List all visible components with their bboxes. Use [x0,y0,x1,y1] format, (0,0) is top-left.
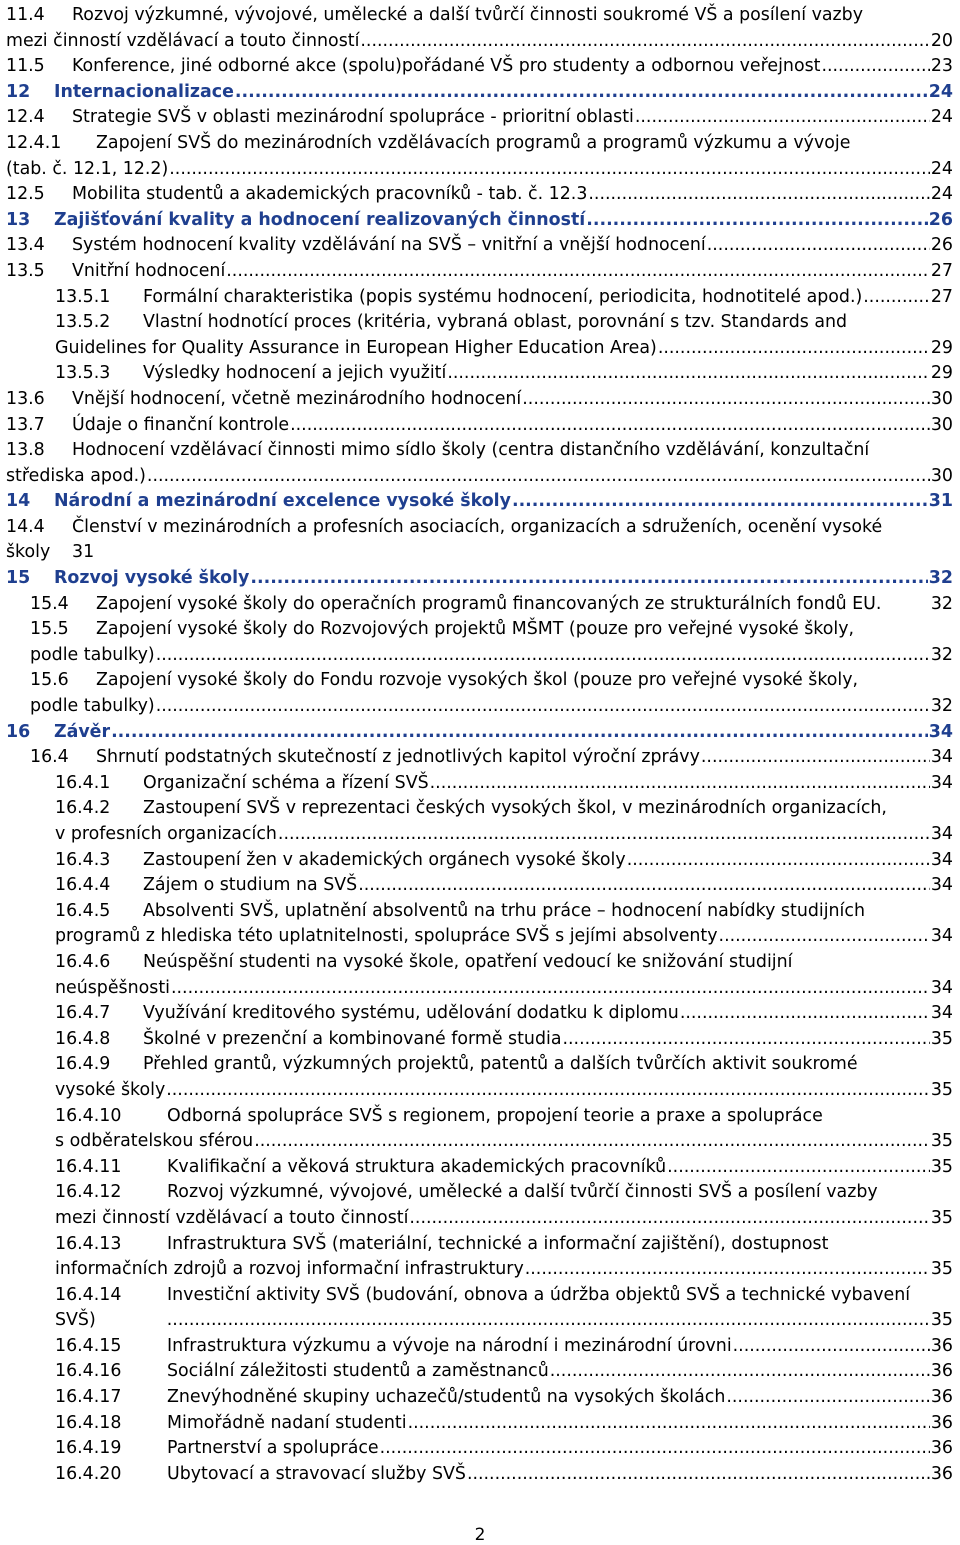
toc-title-continuation: v profesních organizacích [55,824,277,844]
toc-leader [667,1155,930,1181]
toc-number: 13.8 [6,440,45,461]
toc-title-continuation: neúspěšnosti [55,977,170,998]
toc-title: Výsledky hodnocení a jejich využití [143,363,447,384]
toc-leader [358,873,930,899]
toc-entry[interactable] [0,1283,960,1334]
toc-title: Zájem o studium na SVŠ [143,875,358,896]
toc-leader [380,1436,930,1462]
toc-page: 36 [930,1438,953,1459]
toc-leader [254,1129,930,1155]
toc-title-continuation: mezi činností vzdělávací a touto činností [55,1207,409,1228]
toc-leader [586,208,928,234]
toc-title: Vnější hodnocení, včetně mezinárodního hodnocení [72,388,522,409]
toc-page: 23 [930,56,953,77]
toc-page: 20 [930,30,953,51]
toc-leader [550,1359,930,1385]
toc-title: Přehled grantů, výzkumných projektů, patentů a dalších tvůrčích aktivit soukromé [143,1054,858,1075]
toc-number: 15 [6,568,31,589]
toc-title: Znevýhodněné skupiny uchazečů/studentů na vysokých školách [167,1387,726,1408]
toc-title: Závěr [54,721,111,742]
toc-leader [226,259,930,285]
toc-page: 35 [930,1156,953,1177]
toc-entry[interactable] [0,387,960,413]
toc-title: Rozvoj výzkumné, vývojové, umělecké a další tvůrčí činnosti SVŠ a posílení vazby [167,1182,878,1203]
toc-page: 24 [930,158,953,179]
toc-page: 32 [930,696,953,717]
toc-page: 32 [930,593,953,614]
toc-number: 16.4.18 [55,1412,122,1433]
toc-leader [290,413,930,439]
toc-title: Partnerství a spolupráce [167,1438,379,1459]
toc-entry[interactable] [0,1232,960,1283]
toc-entry[interactable] [0,899,960,950]
toc-entry[interactable] [0,1462,960,1488]
toc-page: 36 [930,1361,953,1382]
toc-entry[interactable] [0,1436,960,1462]
toc-number: 14 [6,491,31,512]
toc-page: 26 [930,235,953,256]
toc-entry[interactable] [0,617,960,668]
toc-number: 12.5 [6,184,45,205]
toc-leader [658,336,930,362]
toc-number: 11.5 [6,56,45,77]
toc-number: 16.4.7 [55,1003,111,1024]
toc-entry[interactable] [0,1359,960,1385]
toc-title-continuation: vysoké školy [55,1079,166,1100]
toc-title: Zastoupení žen v akademických orgánech vysoké školy [143,849,626,870]
toc-page: 27 [930,286,953,307]
toc-page: 29 [930,363,953,384]
toc-entry[interactable] [0,873,960,899]
toc-leader [821,54,929,80]
page-number: 2 [474,1525,486,1545]
toc-title: Zapojení vysoké školy do Rozvojových projektů MŠMT (pouze pro veřejné vysoké školy, [96,619,855,640]
toc-number: 16.4.13 [55,1233,122,1254]
toc-title-continuation: Guidelines for Quality Assurance in European Higher Education Area) [55,337,657,358]
toc-number: 16.4.9 [55,1054,111,1075]
toc-title: Zapojení vysoké školy do operačních programů financovaných ze strukturálních fondů EU. [96,593,882,614]
toc-page: 30 [930,414,953,435]
toc-title-continuation: SVŠ) [55,1310,96,1331]
toc-entry[interactable] [0,1052,960,1103]
toc-entry[interactable] [0,233,960,259]
toc-title: Ubytovací a stravovací služby SVŠ [167,1463,466,1484]
toc-number: 14.4 [6,516,45,537]
toc-leader [635,105,930,131]
toc-page: 24 [930,184,953,205]
toc-title: Shrnutí podstatných skutečností z jednotlivých kapitol výroční zprávy [96,747,700,768]
toc-number: 16.4.15 [55,1335,122,1356]
toc-leader [167,1308,930,1334]
toc-page: 34 [930,977,953,998]
toc-page: 35 [930,1131,953,1152]
toc-number: 16.4.19 [55,1438,122,1459]
toc-title: Internacionalizace [54,81,234,102]
toc-title: Rozvoj výzkumné, vývojové, umělecké a další tvůrčí činnosti soukromé VŠ a posílení vazby [72,5,863,25]
toc-entry[interactable] [0,131,960,182]
toc-page: 30 [930,388,953,409]
toc-number: 15.5 [30,619,69,640]
toc-page: 32 [928,568,953,589]
toc-leader [360,29,929,55]
toc-entry[interactable] [0,438,960,489]
toc-number: 16.4.4 [55,875,111,896]
toc-title: Neúspěšní studenti na vysoké škole, opatření vedoucí ke snižování studijní [143,951,793,972]
toc-chapter-entry[interactable] [0,489,960,515]
toc-number: 13.5.3 [55,363,111,384]
toc-title: Organizační schéma a řízení SVŠ [143,772,429,793]
toc-title-continuation: programů z hlediska této uplatnitelnosti, spolupráce SVŠ s jejími absolventy [55,926,718,947]
toc-entry[interactable] [0,3,960,54]
toc-entry[interactable] [0,310,960,361]
toc-number: 13.6 [6,388,45,409]
toc-title: Zapojení vysoké školy do Fondu rozvoje vysokých škol (pouze pro veřejné vysoké školy, [96,670,859,691]
toc-chapter-entry[interactable] [0,80,960,106]
toc-leader [680,1001,930,1027]
toc-title: Školné v prezenční a kombinované formě studia [143,1028,562,1049]
toc-title: Mobilita studentů a akademických pracovníků - tab. č. 12.3 [72,184,588,205]
toc-page: 29 [930,337,953,358]
toc-title-continuation: podle tabulky) [30,696,155,717]
toc-leader [147,464,930,490]
toc-entry[interactable] [0,1027,960,1053]
toc-page: 34 [930,824,953,844]
toc-page: 24 [928,81,953,102]
toc-title: Hodnocení vzdělávací činnosti mimo sídlo školy (centra distančního vzdělávání, konzultační [72,440,870,461]
toc-leader [156,643,930,669]
toc-entry[interactable] [0,592,960,618]
toc-title-continuation: střediska apod.) [6,465,146,486]
toc-title: Infrastruktura SVŠ (materiální, technické a informační zajištění), dostupnost [167,1233,829,1254]
toc-entry[interactable] [0,848,960,874]
toc-title-continuation: školy [6,542,51,563]
toc-page: 30 [930,465,953,486]
toc-title-continuation: (tab. č. 12.1, 12.2) [6,158,169,179]
toc-chapter-entry[interactable] [0,566,960,592]
toc-title: Zastoupení SVŠ v reprezentaci českých vysokých škol, v mezinárodních organizacích, [143,798,887,819]
toc-title: Rozvoj vysoké školy [54,568,250,589]
toc-leader [707,233,930,259]
toc-page: 36 [930,1387,953,1408]
toc-entry[interactable] [0,771,960,797]
toc-page: 32 [930,644,953,665]
toc-title: Národní a mezinárodní excelence vysoké školy [54,491,511,512]
toc-title: Sociální záležitosti studentů a zaměstnanců [167,1361,549,1382]
toc-page: 36 [930,1463,953,1484]
toc-title: Odborná spolupráce SVŠ s regionem, propojení teorie a praxe a spolupráce [167,1105,823,1126]
toc-title: Mimořádně nadaní studenti [167,1412,407,1433]
toc-title-continuation: mezi činností vzdělávací a touto činností [6,30,360,51]
toc-title: Formální charakteristika (popis systému hodnocení, periodicita, hodnotitelé apod.) [143,286,863,307]
toc-page: 26 [928,209,953,230]
toc-entry[interactable] [0,745,960,771]
toc-leader [409,1206,929,1232]
toc-chapter-entry[interactable] [0,208,960,234]
toc-title-continuation: s odběratelskou sférou [55,1131,254,1152]
toc-entry[interactable] [0,1334,960,1360]
toc-page: 34 [930,747,953,768]
toc-leader [278,822,930,848]
toc-number: 16.4 [30,747,69,768]
toc-entry[interactable] [0,668,960,719]
toc-number: 13.5 [6,260,45,281]
toc-leader [166,1078,930,1104]
toc-entry[interactable] [0,796,960,847]
toc-page: 35 [930,1079,953,1100]
toc-leader [522,387,930,413]
toc-number: 16.4.12 [55,1182,122,1203]
toc-number: 16.4.5 [55,900,111,921]
toc-title: Vlastní hodnotící proces (kritéria, vybraná oblast, porovnání s tzv. Standards and [143,312,848,333]
toc-chapter-entry[interactable] [0,720,960,746]
toc-page: 36 [930,1335,953,1356]
toc-number: 13.4 [6,235,45,256]
toc-entry[interactable] [0,259,960,285]
toc-page: 34 [930,849,953,870]
toc-number: 16 [6,721,31,742]
toc-page: 31 [72,542,95,563]
toc-leader [250,566,927,592]
toc-title-continuation: informačních zdrojů a rozvoj informační infrastruktury [55,1259,524,1280]
toc-leader [156,694,930,720]
toc-page: 34 [930,772,953,793]
toc-entry[interactable] [0,1180,960,1231]
toc-leader [726,1385,930,1411]
toc-entry[interactable] [0,1104,960,1155]
toc-number: 16.4.17 [55,1387,122,1408]
toc-number: 16.4.3 [55,849,111,870]
toc-entry[interactable] [0,413,960,439]
toc-leader [525,1257,930,1283]
toc-page: 34 [930,875,953,896]
toc-entry[interactable] [0,515,960,566]
toc-number: 16.4.14 [55,1284,122,1305]
toc-page: 36 [930,1412,953,1433]
toc-title-continuation: podle tabulky) [30,644,155,665]
toc-number: 16.4.11 [55,1156,122,1177]
toc-page: 34 [928,721,953,742]
toc-title: Vnitřní hodnocení [72,260,226,281]
toc-title: Členství v mezinárodních a profesních asociacích, organizacích a sdruženích, ocenění vysoké [72,516,883,537]
toc-entry[interactable] [0,182,960,208]
toc-leader [408,1411,930,1437]
toc-title: Strategie SVŠ v oblasti mezinárodní spolupráce - prioritní oblasti [72,107,634,128]
toc-leader [430,771,930,797]
toc-title: Infrastruktura výzkumu a vývoje na národní i mezinárodní úrovni [167,1335,732,1356]
toc-leader [235,80,928,106]
toc-entry[interactable] [0,105,960,131]
toc-number: 16.4.1 [55,772,111,793]
toc-page: 35 [930,1207,953,1228]
toc-title: Systém hodnocení kvality vzdělávání na SVŠ – vnitřní a vnější hodnocení [72,235,706,256]
toc-page: 24 [930,107,953,128]
toc-number: 12 [6,81,31,102]
toc-page: 31 [928,491,953,512]
toc-entry[interactable] [0,1001,960,1027]
toc-title: Využívání kreditového systému, udělování dodatku k diplomu [143,1003,679,1024]
toc-title: Zapojení SVŠ do mezinárodních vzdělávacích programů a programů výzkumu a vývoje [96,132,851,153]
toc-page: 35 [930,1028,953,1049]
toc-entry[interactable] [0,1411,960,1437]
toc-number: 15.4 [30,593,69,614]
toc-entry[interactable] [0,285,960,311]
toc-leader [863,285,930,311]
toc-number: 16.4.16 [55,1361,122,1382]
toc-leader [733,1334,930,1360]
toc-number: 13 [6,209,31,230]
toc-number: 12.4.1 [6,132,62,153]
toc-leader [169,157,930,183]
toc-leader [562,1027,929,1053]
toc-leader [627,848,930,874]
toc-number: 16.4.10 [55,1105,122,1126]
toc-number: 16.4.6 [55,951,111,972]
toc-page: 35 [930,1310,953,1331]
toc-page: 27 [930,260,953,281]
toc-title: Zajišťování kvality a hodnocení realizovaných činností [54,209,586,230]
toc-leader [512,489,928,515]
toc-entry[interactable] [0,361,960,387]
toc-title: Konference, jiné odborné akce (spolu)pořádané VŠ pro studenty a odbornou veřejnost [72,56,821,77]
toc-leader [467,1462,930,1488]
toc-entry[interactable] [0,1155,960,1181]
toc-entry[interactable] [0,950,960,1001]
toc-number: 16.4.2 [55,798,111,819]
toc-entry[interactable] [0,1385,960,1411]
toc-number: 13.5.1 [55,286,111,307]
toc-number: 16.4.20 [55,1463,122,1484]
toc-number: 16.4.8 [55,1028,111,1049]
toc-page: 34 [930,926,953,947]
toc-number: 15.6 [30,670,69,691]
toc-number: 11.4 [6,5,45,25]
toc-leader [447,361,930,387]
toc-leader [719,924,930,950]
toc-title: Absolventi SVŠ, uplatnění absolventů na trhu práce – hodnocení nabídky studijních [143,900,865,921]
toc-leader [701,745,930,771]
toc-number: 12.4 [6,107,45,128]
toc-title: Kvalifikační a věková struktura akademických pracovníků [167,1156,667,1177]
table-of-contents [0,3,960,1487]
toc-leader [171,976,930,1002]
toc-page: 34 [930,1003,953,1024]
toc-leader [588,182,929,208]
toc-page: 35 [930,1259,953,1280]
toc-leader [111,720,928,746]
toc-title: Investiční aktivity SVŠ (budování, obnova a údržba objektů SVŠ a technické vybavení [167,1284,911,1305]
toc-entry[interactable] [0,54,960,80]
toc-number: 13.7 [6,414,45,435]
toc-title: Údaje o finanční kontrole [72,414,290,435]
toc-number: 13.5.2 [55,312,111,333]
